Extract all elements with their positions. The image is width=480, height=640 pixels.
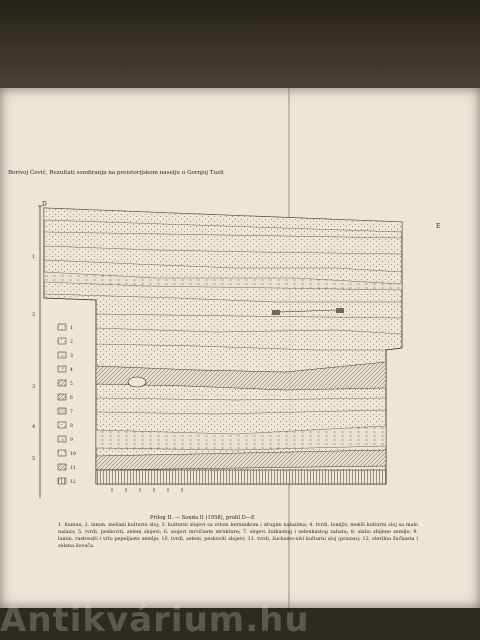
legend-label-9: 9 [70,438,73,443]
running-title: Borivoj Čović, Rezultati sondiranja na preistorijskom naselju u Gornjoj Tuzli [8,170,224,176]
legend-label-4: 4 [70,368,73,373]
legend [58,324,76,485]
depth-mark-1: 1 [32,254,36,260]
figure-caption-title: Prilog II. — Sonda II (1958), profil D—E [150,515,255,521]
stratigraphic-profile-figure [32,198,460,510]
bottom-scale-ticks [112,488,182,492]
watermark: Antikvárium.hu [0,600,310,640]
legend-label-1: 1 [70,326,73,331]
profile-drawing [32,198,460,510]
page-top-shadow [0,0,480,90]
legend-label-12: 12 [70,480,76,485]
depth-mark-2: 2 [32,312,36,318]
depth-mark-3: 3 [32,384,36,390]
legend-label-7: 7 [70,410,73,415]
legend-label-2: 2 [70,340,73,345]
legend-label-3: 3 [70,354,73,359]
depth-mark-4: 4 [32,424,36,430]
depth-mark-5: 5 [32,456,36,462]
legend-label-11: 11 [70,466,76,471]
legend-label-5: 5 [70,382,73,387]
legend-label-10: 10 [70,452,76,457]
figure-caption-text: 1. humus; 2. lamin. mešani kulturni sloj; 3. kulturni slojevi sa vrlom keramikom i drugim nalazima; 4. tvrdi, lomljiv, mekši kulturni sloj sa malo nalaza; 5. tvrdi, peskoviti, zeleni slojevi; 6. slojevi mrvičaste strukture; 7. slojevi žutkastog i zelenkastog zabata; 8. slabo zbijene zemlje; 9. lamin. rastresiti i vrlo pepeljaste zemlje; 10. tvrdi, zeleni, peskoviti slojevi; 11. tvrdi, žuckasto-sivi kulturni sloj (prazan); 12. sterilna žućkasta i zelena ilovača. [58,522,418,550]
corner-label-d: D [42,201,47,208]
legend-label-6: 6 [70,396,73,401]
profile-layers [44,208,402,484]
legend-label-8: 8 [70,424,73,429]
corner-label-e: E [436,223,441,230]
